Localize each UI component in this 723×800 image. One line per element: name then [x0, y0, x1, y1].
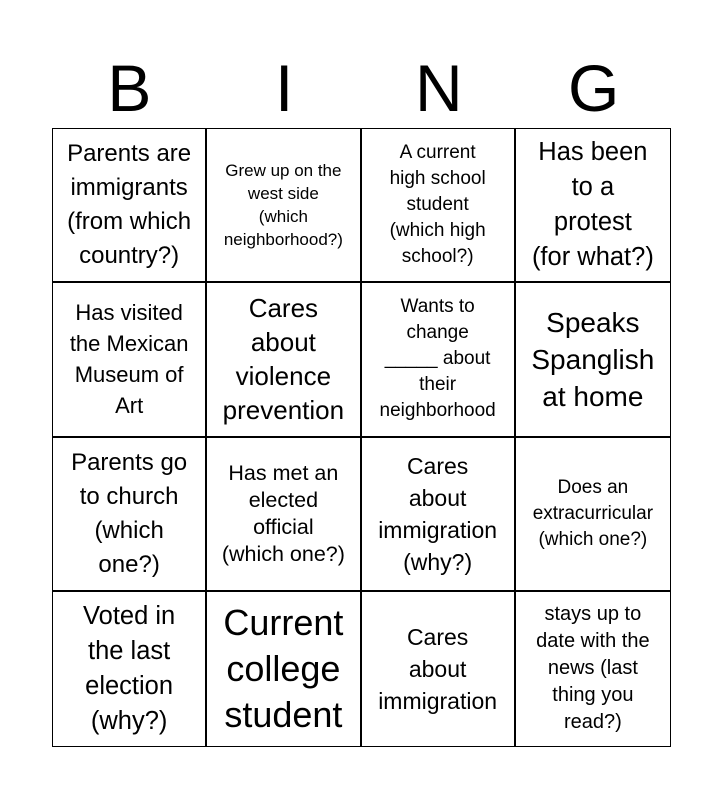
cell-text: stays up to date with the news (last thing you read?) [536, 603, 650, 734]
bingo-cell-r2-c3[interactable] [516, 438, 670, 592]
cell-text: Parents go to church (which one?) [71, 448, 188, 578]
bingo-cell-r3-c1[interactable] [207, 592, 361, 746]
bingo-cell-r0-c3[interactable] [516, 129, 670, 283]
bingo-cell-r2-c2[interactable] [362, 438, 516, 592]
cell-text: Has visited the Mexican Museum of Art [69, 300, 189, 419]
bingo-header [52, 48, 671, 128]
cell-text: Current college student [223, 601, 344, 735]
bingo-cell-r3-c2[interactable] [362, 592, 516, 746]
cell-text: A current high school student (which high school?) [389, 142, 486, 268]
cell-text: Has been to a protest (for what?) [531, 138, 654, 272]
header-letter-b: B [107, 51, 152, 125]
cell-text: Parents are immigrants (from which country?) [67, 140, 192, 270]
bingo-cell-r2-c0[interactable] [53, 438, 207, 592]
cell-text: Voted in the last election (why?) [83, 601, 176, 735]
header-letter-i: I [274, 51, 294, 125]
cell-text: Cares about immigration (why?) [378, 452, 498, 575]
bingo-cell-r1-c0[interactable] [53, 283, 207, 437]
bingo-cell-r2-c1[interactable] [207, 438, 361, 592]
bingo-cell-r0-c1[interactable] [207, 129, 361, 283]
bingo-cell-r3-c3[interactable] [516, 592, 670, 746]
bingo-cell-r1-c1[interactable] [207, 283, 361, 437]
bingo-cell-r0-c0[interactable] [53, 129, 207, 283]
cell-text: Cares about violence prevention [222, 293, 345, 426]
bingo-board [52, 128, 671, 747]
cell-text: Wants to change _____ about their neighborhood [379, 296, 496, 422]
cell-text: Does an extracurricular (which one?) [532, 476, 654, 550]
header-letter-n: N [415, 51, 463, 125]
bingo-cell-r1-c2[interactable] [362, 283, 516, 437]
cell-text: Cares about immigration [378, 623, 498, 714]
bingo-cell-r0-c2[interactable] [362, 129, 516, 283]
cell-text: Speaks Spanglish at home [531, 306, 655, 412]
bingo-cell-r1-c3[interactable] [516, 283, 670, 437]
bingo-cell-r3-c0[interactable] [53, 592, 207, 746]
cell-text: Grew up on the west side (which neighborhood?) [223, 161, 343, 250]
cell-text: Has met an elected official (which one?) [221, 460, 345, 566]
header-letter-g: G [567, 51, 620, 125]
